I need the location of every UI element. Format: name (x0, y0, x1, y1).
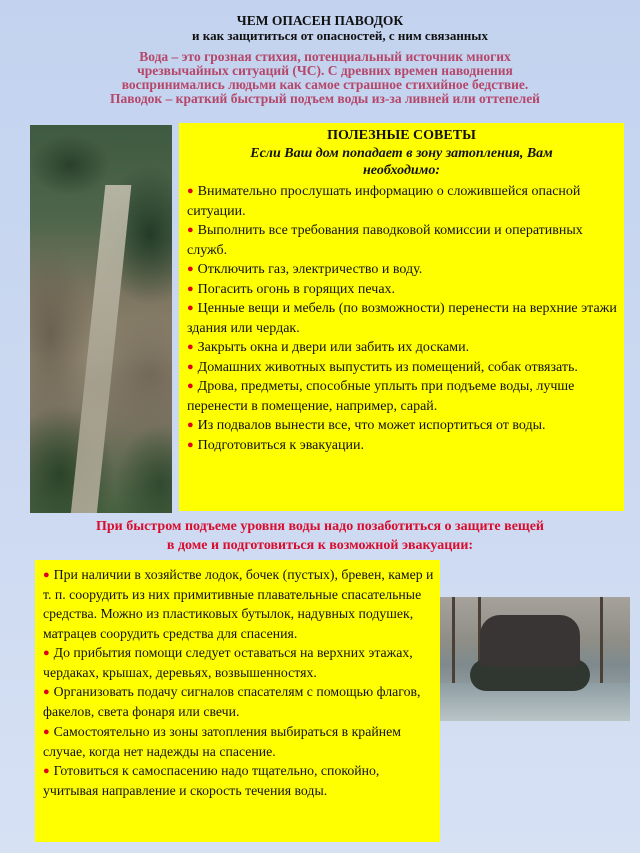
bullet-icon: ● (187, 360, 194, 373)
list-item (43, 643, 434, 682)
list-item (187, 416, 618, 436)
list-item-text: При наличии в хозяйстве лодок, бочек (пустых), бревен, камер и т. п. соорудить из них примитивные плавательные спасательные средства. Можно из пластиковых бутылок, надувных подушек, матрацев соорудить средства для спасения. (43, 567, 434, 641)
list-item (43, 682, 434, 721)
list-item-text: Из подвалов вынести все, что может испортиться от воды. (197, 418, 546, 433)
bullet-icon: ● (187, 380, 194, 392)
bullet-icon: ● (187, 438, 194, 451)
evacuation-notice: При быстром подъеме уровня воды надо позаботиться о защите вещей (95, 519, 545, 534)
list-item-text: Отключить газ, электричество и воду. (197, 262, 423, 277)
bullet-icon: ● (187, 185, 194, 197)
tips-subheading-line: необходимо: (363, 163, 440, 178)
tips-panel (179, 123, 624, 511)
list-item-text: Самостоятельно из зоны затопления выбираться в крайнем случае, когда нет надежды на спасение. (43, 723, 401, 759)
list-item-text: Подготовиться к эвакуации. (197, 437, 364, 453)
bullet-icon: ● (187, 302, 194, 314)
page-title: ЧЕМ ОПАСЕН ПАВОДОК (236, 13, 404, 28)
list-item-text: Закрыть окна и двери или забить их досками. (197, 340, 470, 355)
tips-list (187, 182, 618, 455)
list-item-text: До прибытия помощи следует оставаться на верхних этажах, чердаках, крышах, деревьях, возвышенностях. (43, 644, 413, 681)
intro-line: воспринимались людьми как самое страшное стихийное бедствие. (121, 77, 529, 92)
list-item (187, 260, 618, 280)
list-item (43, 565, 434, 643)
rescue-boat-photo (440, 597, 630, 721)
bullet-icon: ● (43, 725, 50, 738)
list-item (43, 761, 434, 800)
road-shape (71, 185, 132, 513)
tips-subheading (179, 145, 624, 179)
page-subtitle: и как защититься от опасностей, с ним связанных (192, 28, 488, 43)
bullet-icon: ● (187, 282, 194, 295)
flooded-road-photo (30, 125, 172, 513)
evacuation-list (43, 565, 434, 800)
list-item (187, 377, 618, 416)
intro-line: чрезвычайных ситуаций (ЧС). С древних времен наводнения (137, 63, 513, 78)
bullet-icon: ● (187, 341, 194, 353)
list-item-text: Готовиться к самоспасению надо тщательно, спокойно, учитывая направление и скорость течения воды. (43, 763, 380, 799)
bullet-icon: ● (43, 569, 50, 581)
tree-trunk (600, 597, 603, 687)
list-item (187, 221, 618, 260)
list-item-text: Внимательно прослушать информацию о сложившейся опасной ситуации. (187, 184, 581, 219)
list-item (187, 280, 618, 300)
list-item (187, 299, 618, 338)
bullet-icon: ● (43, 686, 50, 699)
list-item-text: Погасить огонь в горящих печах. (197, 281, 396, 297)
bullet-icon: ● (43, 646, 50, 659)
list-item-text: Домашних животных выпустить из помещений, собак отвязать. (197, 359, 578, 375)
bullet-icon: ● (187, 263, 194, 275)
list-item (187, 338, 618, 358)
people-shape (480, 615, 580, 667)
list-item (187, 182, 618, 221)
list-item-text: Дрова, предметы, способные уплыть при подъеме воды, лучше перенести в помещение, например, сарай. (187, 379, 575, 414)
list-item-text: Организовать подачу сигналов спасателям с помощью флагов, факелов, света фонаря или свечи. (43, 684, 421, 720)
evacuation-notice: в доме и подготовиться к возможной эвакуации: (166, 538, 474, 553)
list-item-text: Ценные вещи и мебель (по возможности) перенести на верхние этажи здания или чердак. (187, 301, 617, 336)
evacuation-panel (35, 560, 440, 842)
intro-line: Вода – это грозная стихия, потенциальный источник многих (139, 49, 511, 64)
bullet-icon: ● (187, 419, 194, 431)
list-item (43, 722, 434, 761)
list-item (187, 436, 618, 456)
list-item-text: Выполнить все требования паводковой комиссии и оперативных служб. (187, 223, 583, 258)
bullet-icon: ● (43, 765, 50, 778)
tips-heading: ПОЛЕЗНЫЕ СОВЕТЫ (327, 128, 476, 143)
tips-subheading-line: Если Ваш дом попадает в зону затопления, Вам (250, 146, 553, 161)
list-item (187, 358, 618, 378)
tree-trunk (452, 597, 455, 687)
intro-line: Паводок – краткий быстрый подъем воды из-за ливней или оттепелей (110, 91, 540, 106)
bullet-icon: ● (187, 224, 194, 236)
